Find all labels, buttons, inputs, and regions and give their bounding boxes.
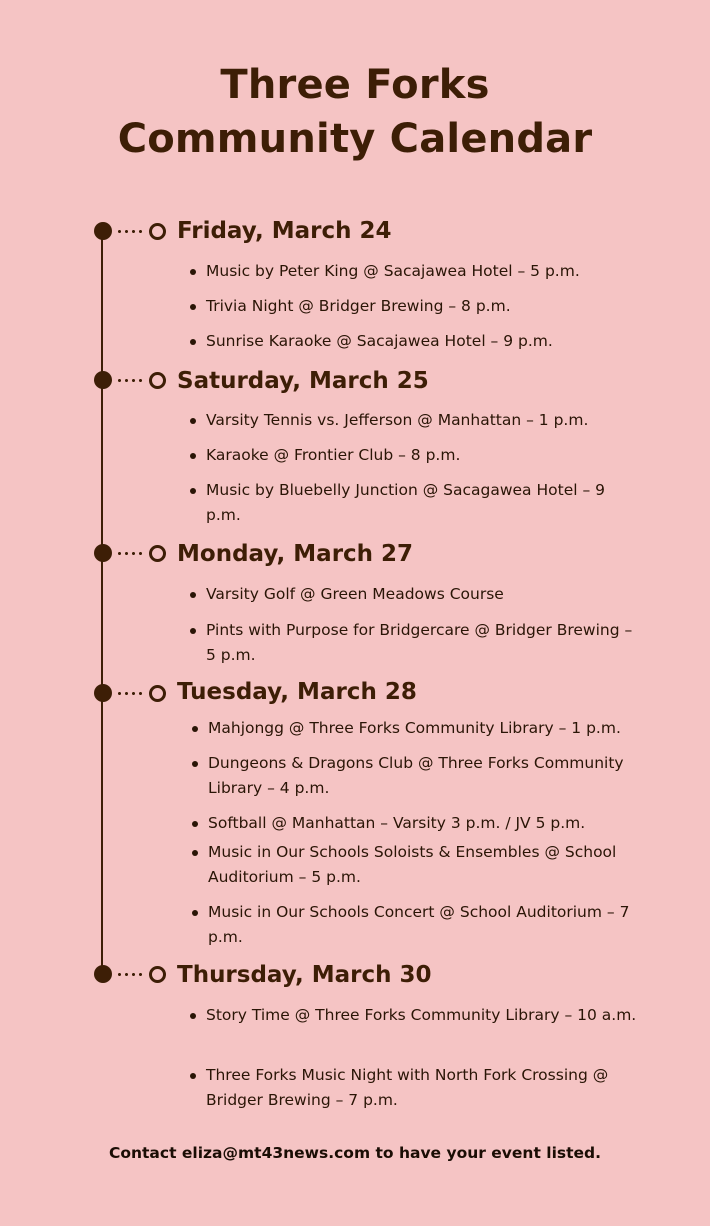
list-item: Varsity Tennis vs. Jefferson @ Manhattan – 1 p.m. xyxy=(190,408,642,433)
timeline-dot-icon xyxy=(94,544,112,562)
timeline-line xyxy=(101,231,103,975)
day-heading-friday: Friday, March 24 xyxy=(177,218,392,244)
list-item: Music in Our Schools Concert @ School Auditorium – 7 p.m. xyxy=(192,900,644,949)
day-heading-monday: Monday, March 27 xyxy=(177,541,414,567)
dotted-connector-icon xyxy=(116,692,146,695)
dotted-connector-icon xyxy=(116,230,146,233)
ring-icon xyxy=(149,223,166,240)
day-heading-tuesday: Tuesday, March 28 xyxy=(177,679,417,705)
list-item: Softball @ Manhattan – Varsity 3 p.m. / JV 5 p.m. xyxy=(192,811,644,836)
ring-icon xyxy=(149,685,166,702)
list-item: Sunrise Karaoke @ Sacajawea Hotel – 9 p.m. xyxy=(190,329,642,354)
timeline-dot-icon xyxy=(94,222,112,240)
day-heading-thursday: Thursday, March 30 xyxy=(177,962,432,988)
timeline-dot-icon xyxy=(94,965,112,983)
list-item: Music in Our Schools Soloists & Ensembles @ School Auditorium – 5 p.m. xyxy=(192,840,644,889)
title-line-2: Community Calendar xyxy=(117,116,593,162)
list-item: Story Time @ Three Forks Community Library – 10 a.m. xyxy=(190,1003,642,1028)
list-item: Dungeons & Dragons Club @ Three Forks Community Library – 4 p.m. xyxy=(192,751,644,800)
day-heading-saturday: Saturday, March 25 xyxy=(177,368,429,394)
timeline-dot-icon xyxy=(94,684,112,702)
title-line-1: Three Forks xyxy=(220,62,490,108)
list-item: Karaoke @ Frontier Club – 8 p.m. xyxy=(190,443,642,468)
list-item: Mahjongg @ Three Forks Community Library – 1 p.m. xyxy=(192,716,644,741)
ring-icon xyxy=(149,966,166,983)
dotted-connector-icon xyxy=(116,973,146,976)
list-item: Trivia Night @ Bridger Brewing – 8 p.m. xyxy=(190,294,642,319)
list-item: Three Forks Music Night with North Fork Crossing @ Bridger Brewing – 7 p.m. xyxy=(190,1063,642,1112)
list-item: Music by Peter King @ Sacajawea Hotel – 5 p.m. xyxy=(190,259,642,284)
dotted-connector-icon xyxy=(116,379,146,382)
ring-icon xyxy=(149,545,166,562)
ring-icon xyxy=(149,372,166,389)
contact-footer: Contact eliza@mt43news.com to have your event listed. xyxy=(108,1144,602,1162)
list-item: Varsity Golf @ Green Meadows Course xyxy=(190,582,642,607)
timeline-dot-icon xyxy=(94,371,112,389)
list-item: Music by Bluebelly Junction @ Sacagawea Hotel – 9 p.m. xyxy=(190,478,642,527)
list-item: Pints with Purpose for Bridgercare @ Bridger Brewing – 5 p.m. xyxy=(190,618,642,667)
page-title xyxy=(0,58,710,166)
dotted-connector-icon xyxy=(116,552,146,555)
